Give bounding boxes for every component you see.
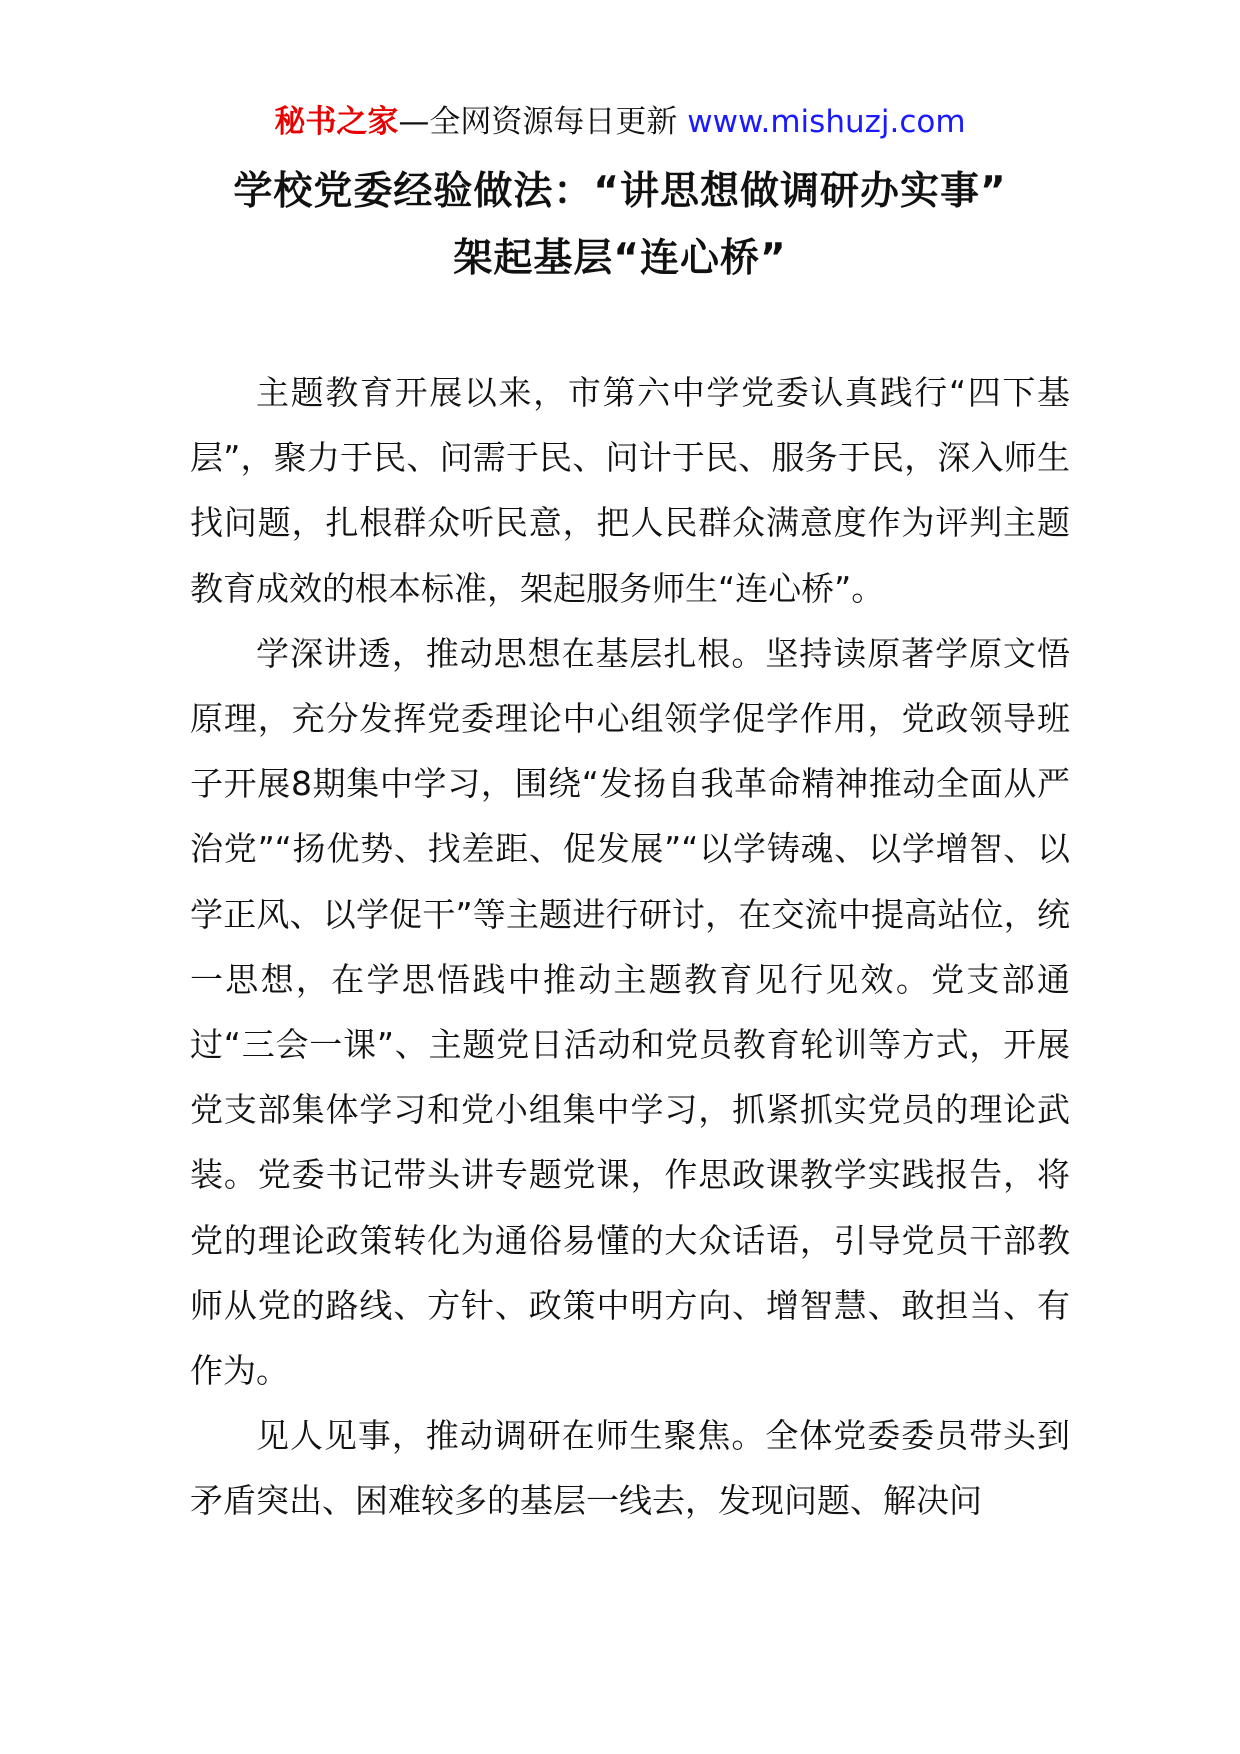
document-title-line-2: 架起基层“连心桥” [453,236,787,281]
paragraph-study: 学深讲透，推动思想在基层扎根。坚持读原著学原文悟原理，充分发挥党委理论中心组领学促学作用，党政领导班子开展8期集中学习，围绕“发扬自我革命精神推动全面从严治党”“扬优势、找差距、促发展”“以学铸魂、以学增智、以学正风、以学促干”等主题进行研讨，在交流中提高站位，统一思想，在学思悟践中推动主题教育见行见效。党支部通过“三会一课”、主题党日活动和党员教育轮训等方式，开展党支部集体学习和党小组集中学习，抓紧抓实党员的理论武装。党委书记带头讲专题党课，作思政课教学实践报告，将党的理论政策转化为通俗易懂的大众话语，引导党员干部教师从党的路线、方针、政策中明方向、增智慧、敢担当、有作为。 [190,633,1070,1391]
paragraph-research: 见人见事，推动调研在师生聚焦。全体党委委员带头到矛盾突出、困难较多的基层一线去，发现问题、解决问 [190,1416,1070,1521]
site-tagline: —全网资源每日更新 [398,104,688,140]
document-body [190,360,1070,1534]
paragraph-intro: 主题教育开展以来，市第六中学党委认真践行“四下基层”，聚力于民、问需于民、问计于民、服务于民，深入师生找问题，扎根群众听民意，把人民群众满意度作为评判主题教育成效的根本标准，架起服务师生“连心桥”。 [190,373,1070,608]
site-name: 秘书之家 [274,104,399,140]
site-header [0,100,1240,144]
document-title-line-1: 学校党委经验做法：“讲思想做调研办实事” [233,169,1007,214]
site-url-link[interactable]: www.mishuzj.com [687,104,966,140]
